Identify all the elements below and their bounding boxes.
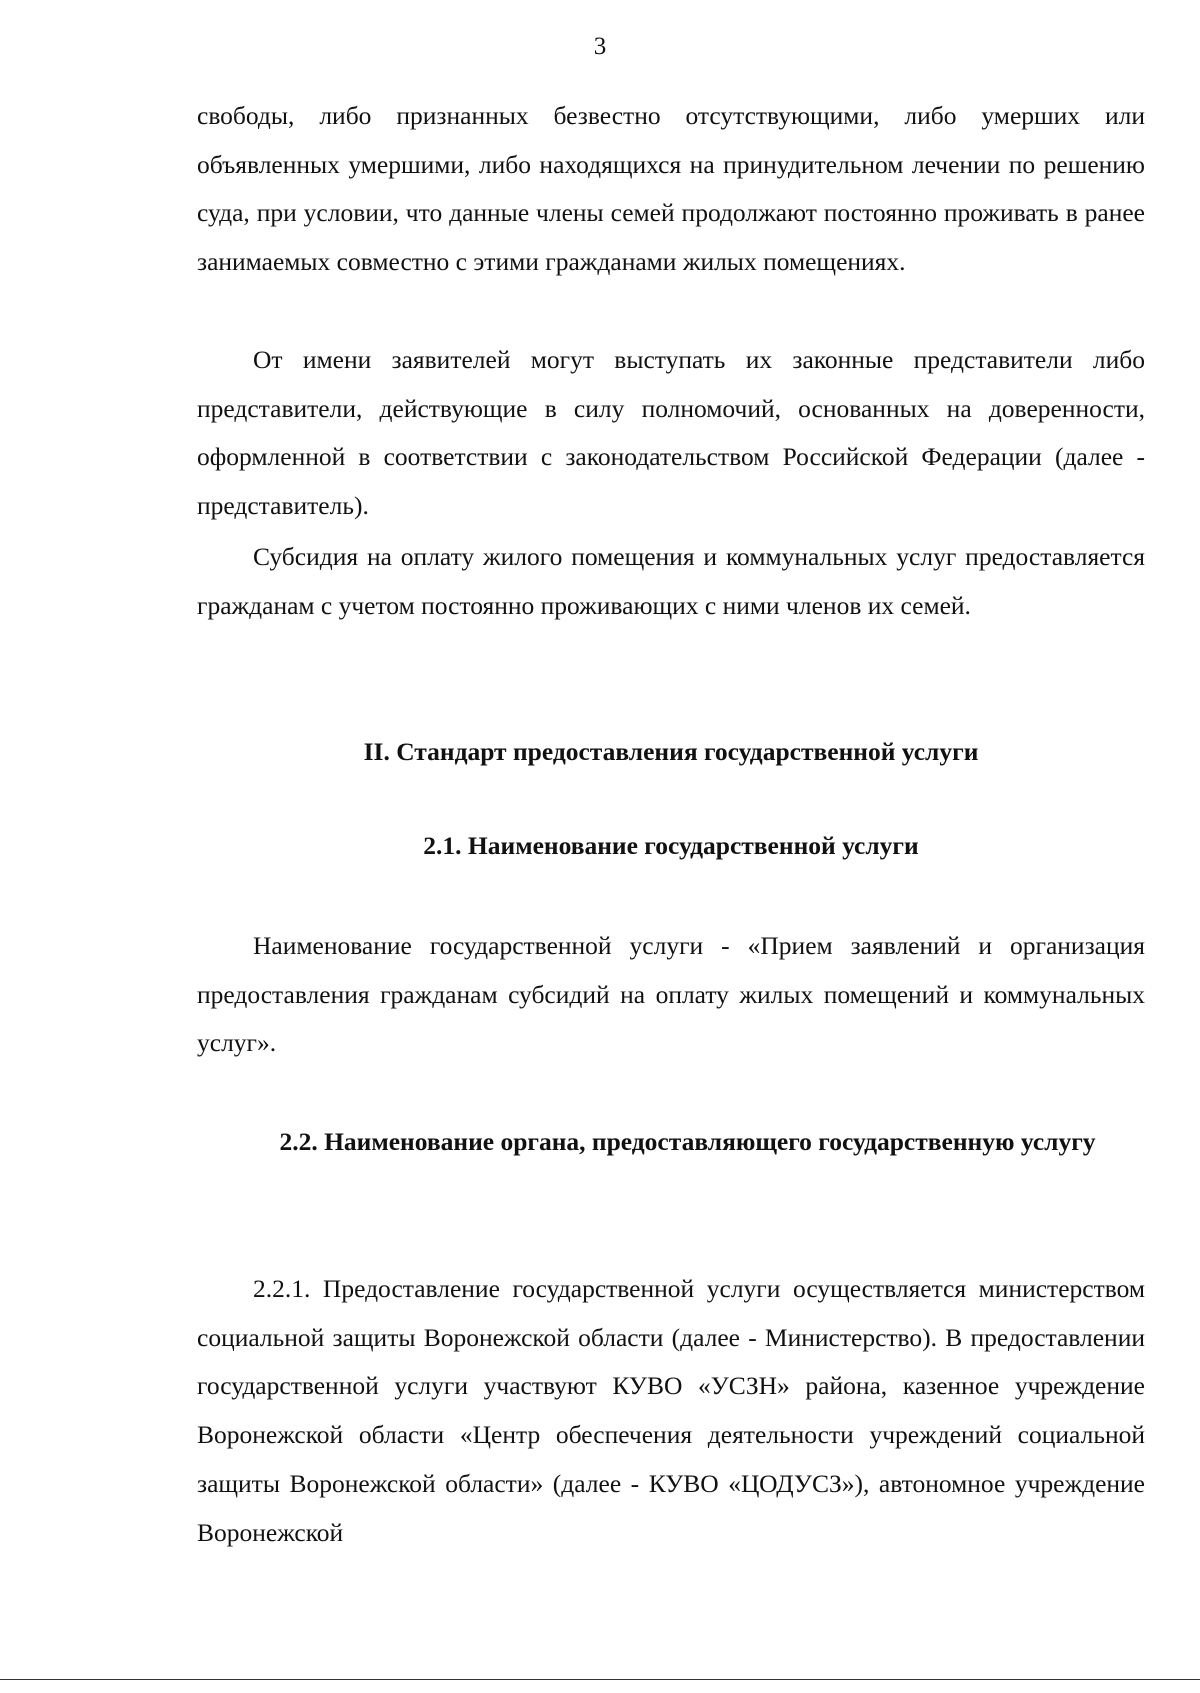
paragraph-subsidy: Субсидия на оплату жилого помещения и коммунальных услуг предоставляется гражданам с учетом постоянно проживающих с ними членов их семей. <box>197 542 1145 620</box>
section-heading-standard: II. Стандарт предоставления государственной услуги <box>363 737 979 766</box>
subsection-heading-authority: 2.2. Наименование органа, предоставляющего государственную услугу <box>279 1127 1096 1156</box>
paragraph-continuation: свободы, либо признанных безвестно отсутствующими, либо умерших или объявленных умершими, либо находящихся на принудительном лечении по решению суда, при условии, что данные члены семей продолжают постоянно проживать в ранее занимаемых совместно с этими гражданами жилых помещениях. <box>197 101 1145 276</box>
paragraph-representatives: От имени заявителей могут выступать их законные представители либо представители, действующие в силу полномочий, основанных на доверенности, оформленной в соответствии с законодательством Российской Федерации (далее - представитель). <box>197 345 1145 520</box>
paragraph-service-name: Наименование государственной услуги - «Прием заявлений и организация предоставления гражданам субсидий на оплату жилых помещений и коммунальных услуг». <box>197 931 1145 1057</box>
footer-divider <box>0 1679 1200 1680</box>
paragraph-authority: 2.2.1. Предоставление государственной услуги осуществляется министерством социальной защиты Воронежской области (далее - Министерство). В предоставлении государственной услуги участвуют КУВО «УСЗН» района, казенное учреждение Воронежской области «Центр обеспечения деятельности учреждений социальной защиты Воронежской области» (далее - КУВО «ЦОДУСЗ»), автономное учреждение Воронежской <box>197 1274 1145 1547</box>
page-number: 3 <box>593 33 607 60</box>
subsection-heading-service-name: 2.1. Наименование государственной услуги <box>423 831 919 860</box>
